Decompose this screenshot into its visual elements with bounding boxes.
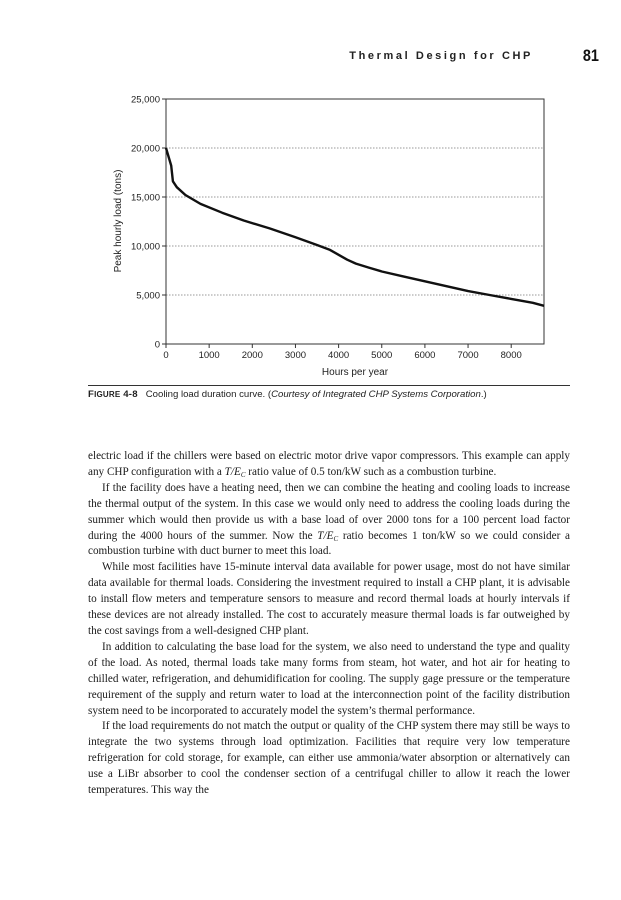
y-tick-label: 0 <box>154 339 160 351</box>
chart-ticks <box>131 95 522 362</box>
x-tick-label: 1000 <box>198 350 220 361</box>
caption-credit: Courtesy of Integrated CHP Systems Corporation <box>271 389 481 400</box>
x-tick-label: 4000 <box>328 350 350 361</box>
x-tick-label: 6000 <box>414 350 436 361</box>
cooling-load-chart <box>0 0 621 385</box>
paragraph-4: In addition to calculating the base load for the system, we also need to understand the type and quality of the load. As noted, thermal loads take many forms from steam, hot water, and hot air for heating to chilled water, refrigeration, and dehumidification for cooling. The supply gage pressure or the temperature requirement of the supply and return water to load at the interconnection point of the facility distribution system need to be incorporated to accurately model the system’s thermal performance. <box>88 640 570 717</box>
figure-label: FIGURE 4-8 <box>88 389 138 400</box>
figure-caption: FIGURE 4-8 Cooling load duration curve. (Courtesy of Integrated CHP Systems Corporation.) <box>88 389 487 400</box>
paragraph-3: While most facilities have 15-minute interval data available for power usage, most do not have similar data available for thermal loads. Considering the investment required to install a CHP plant, it is advisable to install flow meters and temperature sensors to measure and record thermal loads at hourly intervals if these devices are not already installed. The cost to accurately measure thermal loads is far outweighed by the cost savings from a well-designed CHP plant. <box>88 561 570 637</box>
body-text <box>88 449 570 799</box>
x-tick-label: 7000 <box>457 350 479 361</box>
y-tick-label: 5,000 <box>136 290 160 302</box>
x-axis-label: Hours per year <box>321 367 389 378</box>
y-tick-label: 10,000 <box>130 241 160 253</box>
y-tick-label: 15,000 <box>130 192 160 204</box>
x-tick-label: 2000 <box>241 350 263 361</box>
plot-frame <box>166 99 544 344</box>
paragraph-5: If the load requirements do not match the output or quality of the CHP system there may still be ways to integrate the two systems through load optimization. Facilities that require very low temperature refrigeration for cold storage, for example, can either use ammonia/water absorption or alternatively can use a LiBr absorber to cool the condenser section of a centrifugal chiller to allow it reach the lower temperatures. This way the <box>88 720 570 797</box>
series-line-cooling-load <box>166 148 544 306</box>
y-tick-label: 20,000 <box>130 143 160 155</box>
caption-text: Cooling load duration curve. ( <box>145 389 272 400</box>
paragraph-1: electric load if the chillers were based on electric motor drive vapor compressors. This example can apply any CHP configuration with a $T/E_C$ ratio value of 0.5 ton/kW such as a combustion turbine. <box>88 450 570 479</box>
caption-rule <box>88 385 570 386</box>
paragraph-2: If the facility does have a heating need, then we can combine the heating and cooling loads to increase the thermal output of the system. In this case we would only need to address the cooling loads during the summer which would then provide us with a base load of over 2000 tons for a 100 percent load factor during the 4000 hours of the summer. Now the $T/E_C$ ratio becomes 1 ton/kW so we could consider a combustion turbine with duct burner to meet this load. <box>88 481 570 558</box>
x-tick-label: 8000 <box>500 350 522 361</box>
page-number: 81 <box>582 46 599 65</box>
chart-gridlines <box>166 148 544 295</box>
y-tick-label: 25,000 <box>130 94 160 106</box>
y-axis-label: Peak hourly load (tons) <box>113 169 124 273</box>
x-tick-label: 3000 <box>284 350 307 361</box>
x-tick-label: 0 <box>163 350 169 361</box>
running-head-title: Thermal Design for CHP <box>349 50 533 62</box>
x-tick-label: 5000 <box>371 350 393 361</box>
